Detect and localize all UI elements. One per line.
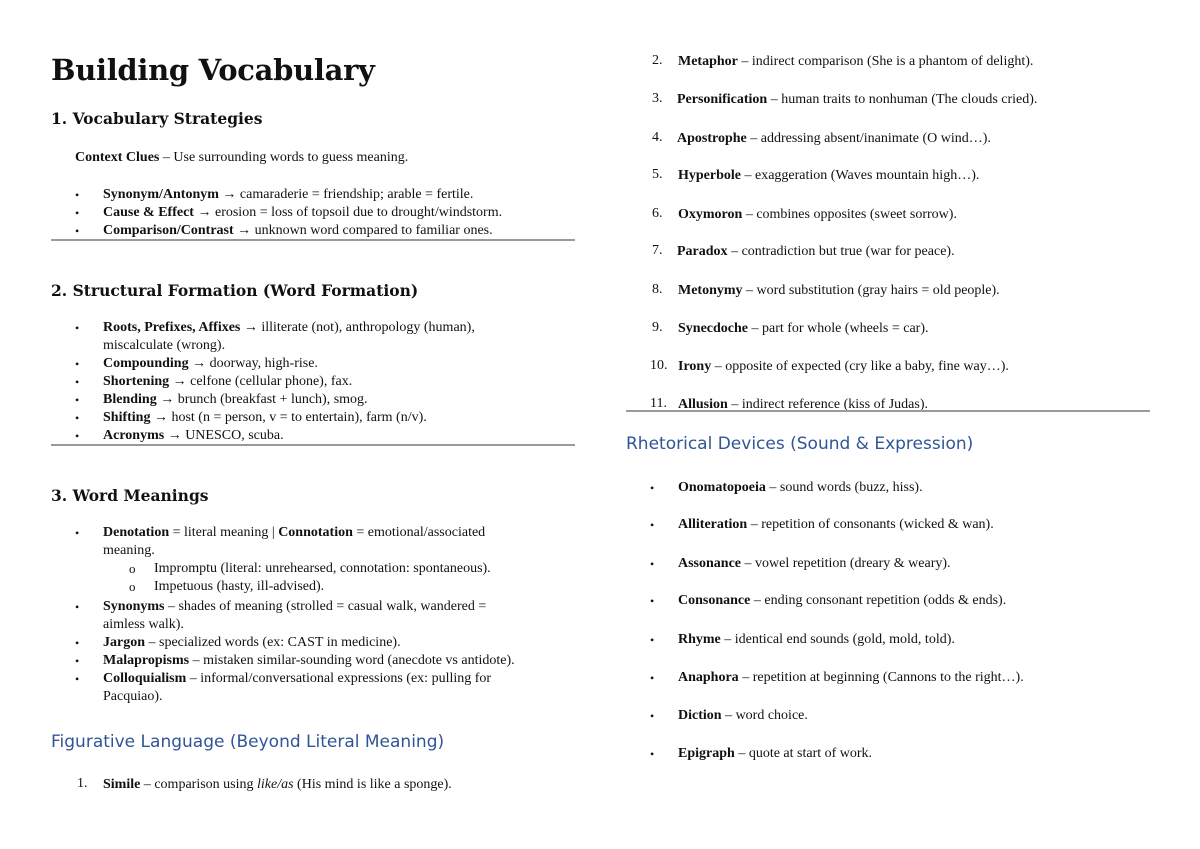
item-label: Irony <box>678 359 712 374</box>
item-text: – repetition of consonants (wicked & wan). <box>747 517 994 532</box>
list-item <box>678 282 1000 300</box>
list-item <box>103 652 515 670</box>
bullet: • <box>75 375 80 389</box>
item-text: – addressing absent/inanimate (O wind…). <box>746 131 991 146</box>
item-label: Synonym/Antonym <box>103 187 219 202</box>
item-text: → doorway, high-rise. <box>188 356 318 371</box>
item-text: – quote at start of work. <box>734 746 873 761</box>
list-item <box>103 634 401 652</box>
list-item <box>103 204 502 222</box>
bullet: • <box>75 672 80 686</box>
item-label: Hyperbole <box>678 168 741 183</box>
item-label: Onomatopoeia <box>678 480 766 495</box>
item-text: – indirect comparison (She is a phantom of delight). <box>737 54 1034 69</box>
item-label: Paradox <box>677 244 728 259</box>
bullet: • <box>75 321 80 335</box>
item-label: Shortening <box>103 374 170 389</box>
list-item <box>103 355 318 373</box>
list-item <box>103 186 473 204</box>
item-label: Comparison/Contrast <box>103 223 234 238</box>
list-item <box>103 776 452 794</box>
item-text: – identical end sounds (gold, mold, told). <box>720 632 955 647</box>
list-item <box>678 479 923 497</box>
item-text: – repetition at beginning (Cannons to the right…). <box>738 670 1024 685</box>
bullet: • <box>75 654 80 668</box>
context-clues-line <box>75 149 408 167</box>
item-italic: like/as <box>257 777 294 792</box>
bullet: • <box>75 526 80 540</box>
list-item <box>103 598 486 616</box>
item-text: – sound words (buzz, hiss). <box>765 480 923 495</box>
item-text: – contradiction but true (war for peace). <box>727 244 955 259</box>
item-label: Oxymoron <box>678 207 743 222</box>
list-item-continuation: aimless walk). <box>103 617 184 632</box>
list-number: 4. <box>652 130 663 145</box>
item-text: – word choice. <box>721 708 808 723</box>
list-item <box>103 319 475 337</box>
bullet: • <box>650 557 655 571</box>
item-text: – informal/conversational expressions (ex: pulling for <box>186 671 492 686</box>
list-item <box>103 524 485 542</box>
bullet: • <box>75 411 80 425</box>
item-label: Apostrophe <box>677 131 747 146</box>
sub-list-item: Impetuous (hasty, ill-advised). <box>154 579 325 594</box>
item-text: → unknown word compared to familiar ones. <box>233 223 493 238</box>
item-text: → celfone (cellular phone), fax. <box>169 374 353 389</box>
item-text: – shades of meaning (strolled = casual walk, wandered = <box>164 599 487 614</box>
list-item <box>678 53 1033 71</box>
list-number: 6. <box>652 206 663 221</box>
bullet: • <box>75 224 80 238</box>
item-text: → camaraderie = friendship; arable = fertile. <box>218 187 474 202</box>
list-item <box>678 358 1009 376</box>
list-item <box>103 222 493 240</box>
item-text: → host (n = person, v = to entertain), farm (n/v). <box>150 410 427 425</box>
bullet: • <box>650 671 655 685</box>
item-label: Synecdoche <box>678 321 748 336</box>
item-text: – ending consonant repetition (odds & ends). <box>750 593 1007 608</box>
list-item <box>678 320 929 338</box>
list-number: 11. <box>650 396 667 411</box>
bullet: • <box>650 633 655 647</box>
item-label: Allusion <box>678 397 728 412</box>
item-text: → erosion = loss of topsoil due to drought/windstorm. <box>193 205 503 220</box>
bullet: • <box>650 747 655 761</box>
bullet: • <box>75 393 80 407</box>
item-label: Shifting <box>103 410 151 425</box>
list-item <box>677 130 991 148</box>
list-item <box>677 243 955 261</box>
item-label: Anaphora <box>678 670 739 685</box>
list-item <box>678 707 808 725</box>
item-label: Alliteration <box>678 517 748 532</box>
item-text: – vowel repetition (dreary & weary). <box>741 556 951 571</box>
item-text: = emotional/associated <box>352 525 486 540</box>
item-text: – word substitution (gray hairs = old people). <box>742 283 1000 298</box>
context-clues-label: Context Clues <box>75 150 160 165</box>
item-label: Personification <box>677 92 768 107</box>
section-heading-meanings: 3. Word Meanings <box>51 486 209 505</box>
section-heading-strategies: 1. Vocabulary Strategies <box>51 109 263 128</box>
bullet: • <box>650 709 655 723</box>
item-label: Metonymy <box>678 283 743 298</box>
item-label: Connotation <box>278 525 353 540</box>
list-item <box>103 391 368 409</box>
list-item <box>678 745 872 763</box>
item-label: Cause & Effect <box>103 205 194 220</box>
item-text: = literal meaning | <box>169 525 279 540</box>
list-item <box>678 669 1024 687</box>
item-text: – mistaken similar-sounding word (anecdote vs antidote). <box>189 653 515 668</box>
list-number: 3. <box>652 91 663 106</box>
list-item <box>678 592 1006 610</box>
bullet: • <box>650 481 655 495</box>
item-label: Diction <box>678 708 722 723</box>
list-item <box>678 167 979 185</box>
list-number: 9. <box>652 320 663 335</box>
bullet: • <box>650 594 655 608</box>
item-label: Rhyme <box>678 632 721 647</box>
item-text: – opposite of expected (cry like a baby, fine way…). <box>711 359 1009 374</box>
item-label: Consonance <box>678 593 751 608</box>
page-title: Building Vocabulary <box>51 53 375 87</box>
item-text: (His mind is like a sponge). <box>293 777 452 792</box>
item-label: Blending <box>103 392 157 407</box>
bullet: • <box>75 600 80 614</box>
item-label: Synonyms <box>103 599 165 614</box>
section-divider <box>626 410 1150 412</box>
item-label: Epigraph <box>678 746 735 761</box>
item-text: – part for whole (wheels = car). <box>748 321 929 336</box>
list-item <box>678 206 957 224</box>
sub-bullet: o <box>129 579 136 594</box>
list-item <box>678 555 951 573</box>
section-heading-structural: 2. Structural Formation (Word Formation) <box>51 281 419 300</box>
item-text: – indirect reference (kiss of Judas). <box>727 397 929 412</box>
bullet: • <box>75 188 80 202</box>
item-text: – combines opposites (sweet sorrow). <box>742 207 957 222</box>
item-text: – exaggeration (Waves mountain high…). <box>741 168 980 183</box>
list-item <box>103 409 427 427</box>
section-divider <box>51 444 575 446</box>
item-label: Simile <box>103 777 141 792</box>
list-number: 7. <box>652 243 663 258</box>
item-text: → brunch (breakfast + lunch), smog. <box>156 392 368 407</box>
sub-list-item: Impromptu (literal: unrehearsed, connotation: spontaneous). <box>154 561 491 576</box>
list-item <box>103 427 284 445</box>
item-label: Metaphor <box>678 54 738 69</box>
list-item-continuation: miscalculate (wrong). <box>103 338 226 353</box>
section-divider <box>51 239 575 241</box>
list-item <box>103 373 352 391</box>
item-label: Jargon <box>103 635 145 650</box>
item-label: Acronyms <box>103 428 165 443</box>
list-item <box>677 91 1037 109</box>
item-text: – comparison using <box>140 777 257 792</box>
list-number: 1. <box>77 776 88 791</box>
section-heading-figurative: Figurative Language (Beyond Literal Meaning) <box>51 732 445 752</box>
item-label: Colloquialism <box>103 671 187 686</box>
item-label: Compounding <box>103 356 189 371</box>
item-text: → UNESCO, scuba. <box>164 428 284 443</box>
section-heading-rhetorical: Rhetorical Devices (Sound & Expression) <box>626 434 974 454</box>
item-text: – human traits to nonhuman (The clouds cried). <box>767 92 1038 107</box>
list-item-continuation: meaning. <box>103 543 155 558</box>
item-label: Denotation <box>103 525 170 540</box>
bullet: • <box>650 518 655 532</box>
list-number: 2. <box>652 53 663 68</box>
sub-bullet: o <box>129 561 136 576</box>
list-item <box>103 670 491 688</box>
list-item <box>678 516 994 534</box>
item-label: Roots, Prefixes, Affixes <box>103 320 241 335</box>
list-number: 8. <box>652 282 663 297</box>
item-label: Assonance <box>678 556 742 571</box>
item-text: – specialized words (ex: CAST in medicine). <box>145 635 401 650</box>
item-text: → illiterate (not), anthropology (human), <box>240 320 475 335</box>
bullet: • <box>75 636 80 650</box>
bullet: • <box>75 206 80 220</box>
item-label: Malapropisms <box>103 653 190 668</box>
list-item-continuation: Pacquiao). <box>103 689 163 704</box>
list-number: 5. <box>652 167 663 182</box>
bullet: • <box>75 429 80 443</box>
list-item <box>678 631 955 649</box>
list-number: 10. <box>650 358 668 373</box>
bullet: • <box>75 357 80 371</box>
context-clues-text: – Use surrounding words to guess meaning. <box>159 150 409 165</box>
